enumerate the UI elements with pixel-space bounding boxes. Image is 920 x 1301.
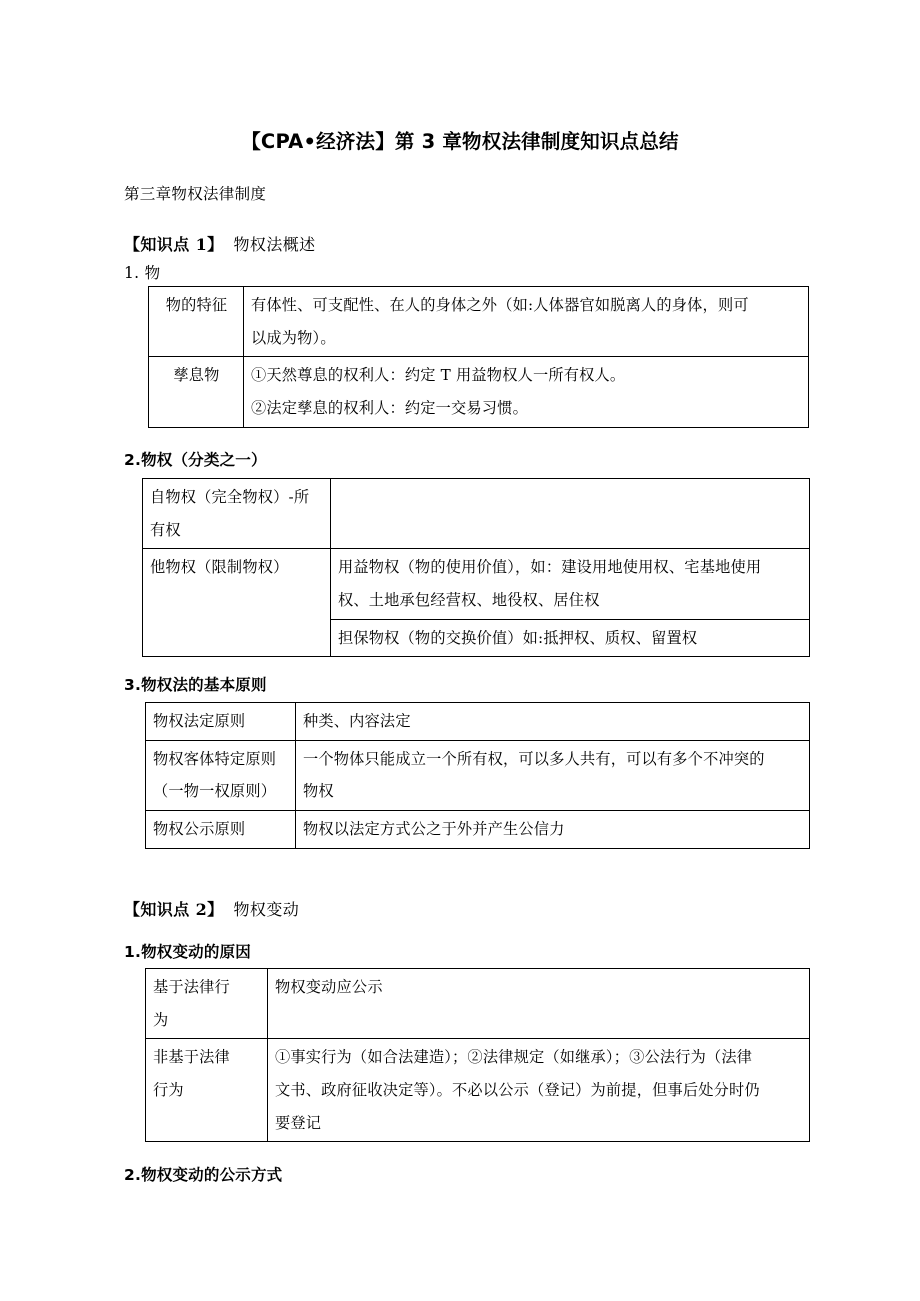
text-line: 他物权（限制物权） <box>150 558 289 577</box>
table-row <box>146 703 810 741</box>
text-line: 行为 <box>153 1081 184 1100</box>
text-line: 物权 <box>303 782 334 801</box>
knowledge-point-2-heading <box>124 897 299 920</box>
cell-self-property-label <box>143 479 331 549</box>
text-line: ①天然尊息的权利人：约定 T 用益物权人一所有权人。 <box>251 366 626 385</box>
table-basic-principles <box>145 702 810 849</box>
text-line: 物权客体特定原则 <box>153 749 277 768</box>
section-1-wu: 1. 物 <box>124 264 161 282</box>
text-line: 以成为物）。 <box>251 328 336 347</box>
table-row <box>143 549 810 619</box>
text-line: ②法定孳息的权利人：约定一交易习惯。 <box>251 399 528 418</box>
cell-other-property-label <box>143 549 331 657</box>
table-row <box>146 811 810 849</box>
knowledge-point-1-name: 物权法概述 <box>233 235 316 254</box>
cell-legal-act-value: 物权变动应公示 <box>268 969 810 1039</box>
text-line: ①事实行为（如合法建造）；②法律规定（如继承）；③公法行为（法律 <box>275 1048 753 1067</box>
cell-statutory-principle-label: 物权法定原则 <box>146 703 296 741</box>
section-2-publicity-methods: 2.物权变动的公示方式 <box>124 1166 283 1184</box>
cell-non-legal-act-label <box>146 1039 268 1142</box>
text-line: 一个物体只能成立一个所有权，可以多人共有，可以有多个不冲突的 <box>303 749 765 768</box>
knowledge-point-2-label: 【知识点 2】 <box>124 900 224 919</box>
text-line: 担保物权（物的交换价值）如:抵押权、质权、留置权 <box>338 628 698 647</box>
text-line: 要登记 <box>275 1113 322 1132</box>
text-line: 非基于法律 <box>153 1048 230 1067</box>
cell-feature-label: 物的特征 <box>149 287 244 357</box>
cell-self-property-value <box>331 479 810 549</box>
knowledge-point-1-label: 【知识点 1】 <box>124 235 224 254</box>
cell-security-interest-value <box>331 619 810 657</box>
section-1-causes-of-change: 1.物权变动的原因 <box>124 943 251 961</box>
text-line: 文书、政府征收决定等）。不必以公示（登记）为前提，但事后处分时仍 <box>275 1081 760 1100</box>
text-line: 用益物权（物的使用价值），如：建设用地使用权、宅基地使用 <box>338 558 762 577</box>
page-title: 【CPA•经济法】第 3 章物权法律制度知识点总结 <box>241 130 679 153</box>
cell-statutory-principle-value: 种类、内容法定 <box>296 703 810 741</box>
table-row <box>143 479 810 549</box>
cell-fruits-label: 孳息物 <box>149 357 244 427</box>
table-row <box>146 969 810 1039</box>
table-row <box>146 740 810 810</box>
cell-feature-value <box>244 287 809 357</box>
cell-specific-object-principle-label <box>146 740 296 810</box>
text-line: 有权 <box>150 520 181 539</box>
text-line: （一物一权原则） <box>153 782 277 801</box>
section-3-basic-principles: 3.物权法的基本原则 <box>124 676 267 694</box>
table-row <box>146 1039 810 1142</box>
cell-publicity-principle-label: 物权公示原则 <box>146 811 296 849</box>
table-object-features <box>148 286 809 428</box>
table-causes-of-property-change <box>145 968 810 1142</box>
cell-specific-object-principle-value <box>296 740 810 810</box>
knowledge-point-2-name: 物权变动 <box>233 900 300 919</box>
text-line: 为 <box>153 1010 169 1029</box>
text-line: 自物权（完全物权）-所 <box>150 488 310 506</box>
chapter-heading: 第三章物权法律制度 <box>124 185 267 203</box>
cell-usufruct-value <box>331 549 810 619</box>
text-line: 基于法律行 <box>153 978 230 996</box>
table-property-rights-classification <box>142 478 810 657</box>
table-row <box>149 287 809 357</box>
text-line: 权、土地承包经营权、地役权、居住权 <box>338 591 600 610</box>
cell-non-legal-act-value <box>268 1039 810 1142</box>
knowledge-point-1-heading <box>124 232 316 255</box>
table-row <box>149 357 809 427</box>
cell-legal-act-label <box>146 969 268 1039</box>
text-line: 有体性、可支配性、在人的身体之外（如:人体器官如脱离人的身体，则可 <box>251 296 749 314</box>
section-2-property-rights-classification: 2.物权（分类之一） <box>124 451 267 469</box>
cell-publicity-principle-value: 物权以法定方式公之于外并产生公信力 <box>296 811 810 849</box>
cell-fruits-value <box>244 357 809 427</box>
